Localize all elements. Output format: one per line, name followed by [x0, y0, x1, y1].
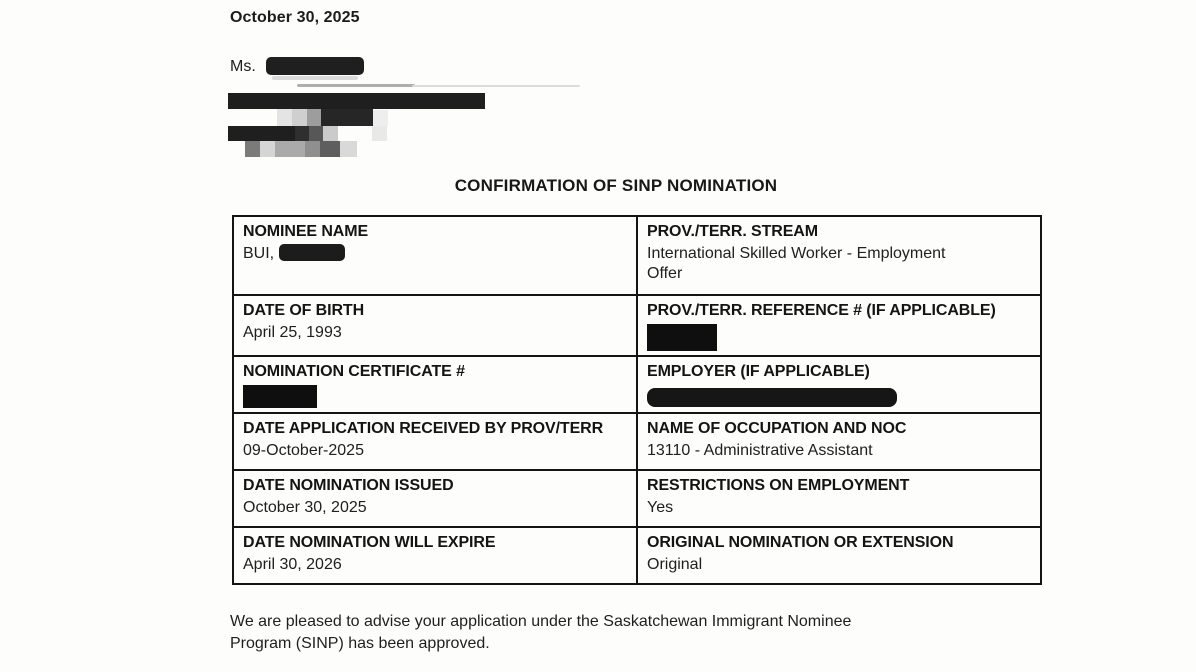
- cell-original-or-extension: [637, 527, 1041, 584]
- redaction-pixel: [340, 141, 357, 157]
- redaction-bar-addressee-name: [266, 57, 364, 75]
- redaction-pixel: [295, 126, 309, 141]
- cell-date-nomination-expire: [233, 527, 637, 584]
- field-value-text: BUI,: [243, 245, 275, 262]
- nomination-details-table: [232, 215, 1042, 585]
- cell-prov-terr-stream: [637, 216, 1041, 295]
- redaction-pixel: [309, 126, 323, 141]
- field-value: International Skilled Worker - Employment Offer: [647, 245, 946, 282]
- cell-restrictions-on-employment: [637, 470, 1041, 527]
- redaction-pixel: [307, 109, 321, 126]
- document-title: CONFIRMATION OF SINP NOMINATION: [454, 176, 778, 195]
- redaction-bar-certificate-number: [243, 385, 317, 408]
- field-label: NAME OF OCCUPATION AND NOC: [647, 420, 907, 437]
- field-value: Yes: [647, 499, 674, 516]
- cell-date-application-received: [233, 413, 637, 470]
- redaction-bar-reference-number: [647, 324, 717, 351]
- redaction-pixel: [323, 126, 338, 141]
- table-row: [233, 216, 1041, 295]
- redaction-faint-line: [412, 85, 580, 87]
- salutation-prefix: Ms.: [230, 58, 256, 75]
- cell-occupation-noc: [637, 413, 1041, 470]
- table-row: [233, 413, 1041, 470]
- letter-date: October 30, 2025: [230, 9, 360, 26]
- redaction-pixel: [321, 109, 373, 126]
- field-value: [243, 244, 627, 264]
- redaction-pixel: [245, 141, 260, 157]
- table-row: [233, 527, 1041, 584]
- field-label: RESTRICTIONS ON EMPLOYMENT: [647, 477, 910, 494]
- closing-paragraph: We are pleased to advise your application under the Saskatchewan Immigrant Nominee Program (SINP) has been approved.: [230, 613, 852, 652]
- cell-date-of-birth: [233, 295, 637, 356]
- table-row: [233, 295, 1041, 356]
- field-value: April 30, 2026: [243, 556, 342, 573]
- field-label: DATE OF BIRTH: [243, 302, 365, 319]
- field-value: Original: [647, 556, 703, 573]
- cell-nomination-certificate: [233, 356, 637, 413]
- field-label: DATE NOMINATION ISSUED: [243, 477, 454, 494]
- field-label: PROV./TERR. STREAM: [647, 223, 818, 240]
- field-label: PROV./TERR. REFERENCE # (IF APPLICABLE): [647, 302, 996, 319]
- redaction-bar-employer: [647, 388, 897, 407]
- redaction-faint-line: [297, 84, 415, 87]
- redaction-pixel: [260, 141, 275, 157]
- field-label: EMPLOYER (IF APPLICABLE): [647, 363, 870, 380]
- cell-date-nomination-issued: [233, 470, 637, 527]
- redaction-bar-address-line1: [228, 93, 485, 109]
- field-label: ORIGINAL NOMINATION OR EXTENSION: [647, 534, 954, 551]
- redaction-ghost-text: [272, 76, 358, 80]
- field-value: 09-October-2025: [243, 442, 364, 459]
- redaction-bar-nominee-name: [279, 244, 345, 261]
- field-label: DATE NOMINATION WILL EXPIRE: [243, 534, 496, 551]
- field-label: DATE APPLICATION RECEIVED BY PROV/TERR: [243, 420, 604, 437]
- redaction-pixel: [277, 109, 292, 126]
- field-label: NOMINEE NAME: [243, 223, 369, 240]
- redaction-pixel: [275, 141, 305, 157]
- redaction-pixel: [305, 141, 320, 157]
- redaction-pixel: [320, 141, 340, 157]
- table-row: [233, 470, 1041, 527]
- field-value: April 25, 1993: [243, 324, 342, 341]
- field-label: NOMINATION CERTIFICATE #: [243, 363, 465, 380]
- table-row: [233, 356, 1041, 413]
- field-value: October 30, 2025: [243, 499, 367, 516]
- cell-prov-terr-reference: [637, 295, 1041, 356]
- redaction-pixel: [372, 126, 387, 141]
- field-value: 13110 - Administrative Assistant: [647, 442, 873, 459]
- cell-employer: [637, 356, 1041, 413]
- redaction-bar-address-line2: [228, 126, 295, 141]
- redaction-pixel: [292, 109, 307, 126]
- redaction-pixel: [373, 110, 388, 126]
- cell-nominee-name: [233, 216, 637, 295]
